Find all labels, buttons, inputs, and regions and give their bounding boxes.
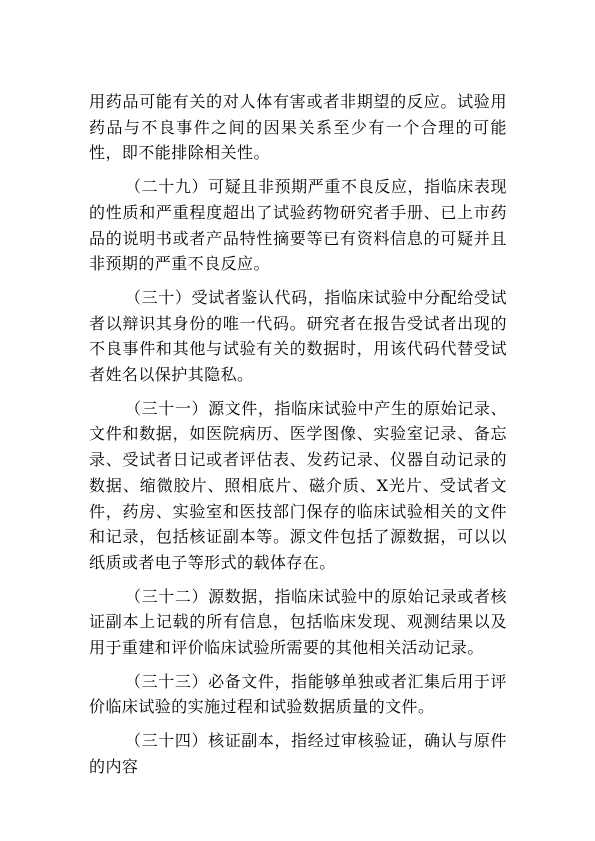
paragraph-item-29: （二十九）可疑且非预期严重不良反应，指临床表现的性质和严重程度超出了试验药物研究者手册、已上市药品的说明书或者产品特性摘要等已有资料信息的可疑并且非预期的严重不良反应。 [89, 177, 507, 274]
paragraph-item-33: （三十三）必备文件，指能够单独或者汇集后用于评价临床试验的实施过程和试验数据质量的文件。 [89, 671, 507, 717]
document-body [89, 89, 507, 788]
paragraph-item-32: （三十二）源数据，指临床试验中的原始记录或者核证副本上记载的所有信息，包括临床发现、观测结果以及用于重建和评价临床试验所需要的其他相关活动记录。 [89, 586, 507, 658]
paragraph-continuation: 用药品可能有关的对人体有害或者非期望的反应。试验用药品与不良事件之间的因果关系至少有一个合理的可能性，即不能排除相关性。 [89, 92, 507, 163]
paragraph-item-31: （三十一）源文件，指临床试验中产生的原始记录、文件和数据，如医院病历、医学图像、实验室记录、备忘录、受试者日记或者评估表、发药记录、仪器自动记录的数据、缩微胶片、照相底片、磁介质、X光片、受试者文件，药房、实验室和医技部门保存的临床试验相关的文件和记录，包括核证副本等。源文件包括了源数据，可以以纸质或者电子等形式的载体存在。 [89, 398, 507, 572]
paragraph-item-30: （三十）受试者鉴认代码，指临床试验中分配给受试者以辩识其身份的唯一代码。研究者在报告受试者出现的不良事件和其他与试验有关的数据时，用该代码代替受试者姓名以保护其隐私。 [89, 287, 507, 385]
paragraph-item-34: （三十四）核证副本，指经过审核验证，确认与原件的内容 [89, 731, 507, 776]
